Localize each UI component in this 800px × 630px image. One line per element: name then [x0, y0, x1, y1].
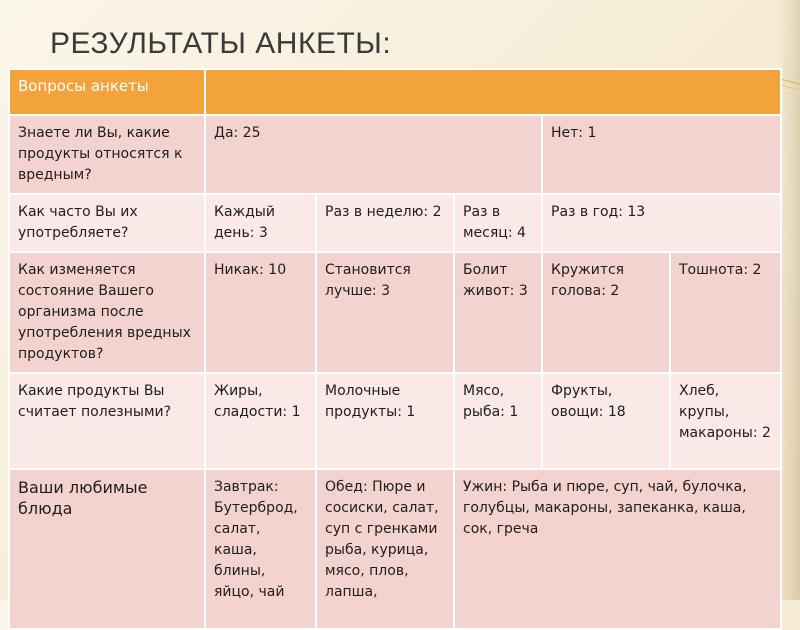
- answer-cell: Фрукты, овощи: 18: [542, 373, 670, 469]
- answer-cell: Жиры, сладости: 1: [205, 373, 316, 469]
- answer-cell: Завтрак: Бутерброд, салат, каша, блины, яйцо, чай: [205, 469, 316, 629]
- table-row: [9, 373, 781, 469]
- question-cell: Знаете ли Вы, какие продукты относятся к вредным?: [9, 115, 205, 194]
- question-cell: Какие продукты Вы считает полезными?: [9, 373, 205, 469]
- answer-cell: Раз в месяц: 4: [454, 194, 542, 252]
- answer-cell: Каждый день: 3: [205, 194, 316, 252]
- answer-cell: Никак: 10: [205, 252, 316, 373]
- answer-cell: Мясо, рыба: 1: [454, 373, 542, 469]
- table-row: [9, 115, 781, 194]
- question-cell: Как часто Вы их употребляете?: [9, 194, 205, 252]
- answer-cell: Кружится голова: 2: [542, 252, 670, 373]
- question-cell: Как изменяется состояние Вашего организма после употребления вредных продуктов?: [9, 252, 205, 373]
- question-cell: Ваши любимые блюда: [9, 469, 205, 629]
- answer-cell: Становится лучше: 3: [316, 252, 454, 373]
- header-answers: [205, 69, 781, 115]
- table-row: [9, 252, 781, 373]
- survey-results-table: [8, 68, 782, 630]
- answer-cell: Раз в неделю: 2: [316, 194, 454, 252]
- answer-cell: Болит живот: 3: [454, 252, 542, 373]
- table-row: [9, 469, 781, 629]
- table-header-row: [9, 69, 781, 115]
- answer-cell: Нет: 1: [542, 115, 781, 194]
- answer-cell: Молочные продукты: 1: [316, 373, 454, 469]
- header-questions: Вопросы анкеты: [9, 69, 205, 115]
- answer-cell: Раз в год: 13: [542, 194, 781, 252]
- answer-cell: Ужин: Рыба и пюре, суп, чай, булочка, голубцы, макароны, запеканка, каша, сок, греча: [454, 469, 781, 629]
- answer-cell: Обед: Пюре и сосиски, салат, суп с гренками рыба, курица, мясо, плов, лапша,: [316, 469, 454, 629]
- answer-cell: Тошнота: 2: [670, 252, 781, 373]
- answer-cell: Хлеб, крупы, макароны: 2: [670, 373, 781, 469]
- answer-cell: Да: 25: [205, 115, 542, 194]
- slide-title: РЕЗУЛЬТАТЫ АНКЕТЫ:: [50, 27, 392, 60]
- table-row: [9, 194, 781, 252]
